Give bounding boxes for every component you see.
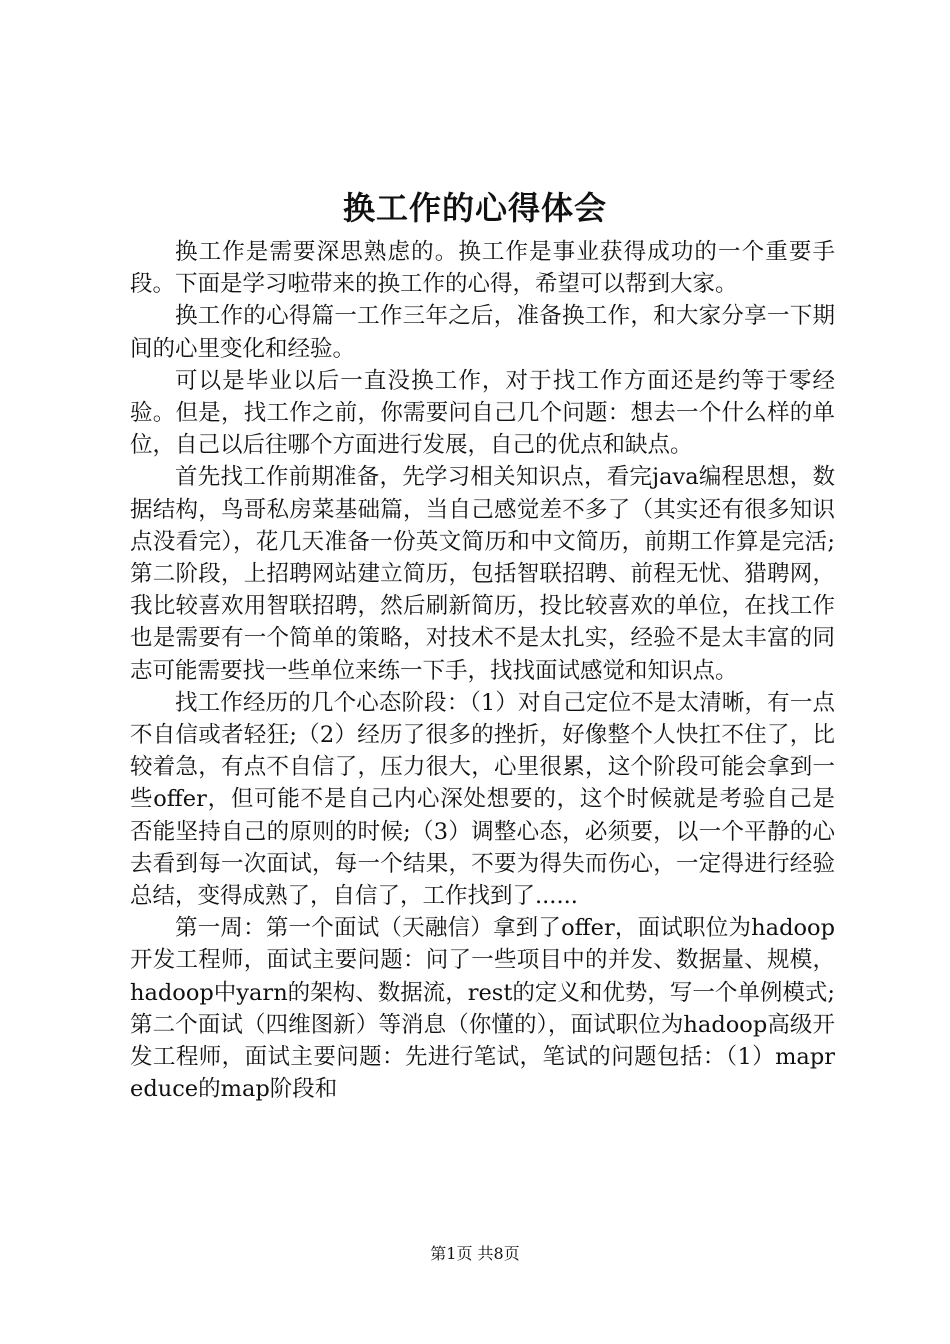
paragraph: 找工作经历的几个心态阶段：（1）对自己定位不是太清晰，有一点不自信或者轻狂;（2）经历了很多的挫折，好像整个人快扛不住了，比较着急，有点不自信了，压力很大，心里很累，这个阶段可能会拿到一些offer，但可能不是自己内心深处想要的，这个时候就是考验自己是否能坚持自己的原则的时候;（3）调整心态，必须要，以一个平静的心去看到每一次面试，每一个结果，不要为得失而伤心，一定得进行经验总结，变得成熟了，自信了，工作找到了...... bbox=[130, 689, 835, 910]
page-number-footer: 第1页 共8页 bbox=[430, 1244, 520, 1263]
document-body bbox=[130, 236, 835, 1105]
paragraph: 首先找工作前期准备，先学习相关知识点，看完java编程思想，数据结构，鸟哥私房菜基础篇，当自己感觉差不多了（其实还有很多知识点没看完），花几天准备一份英文简历和中文简历，前期工作算是完活;第二阶段，上招聘网站建立简历，包括智联招聘、前程无忧、猎聘网，我比较喜欢用智联招聘，然后刷新简历，投比较喜欢的单位，在找工作也是需要有一个简单的策略，对技术不是太扎实，经验不是太丰富的同志可能需要找一些单位来练一下手，找找面试感觉和知识点。 bbox=[130, 464, 835, 684]
paragraph: 换工作是需要深思熟虑的。换工作是事业获得成功的一个重要手段。下面是学习啦带来的换工作的心得，希望可以帮到大家。 bbox=[130, 239, 835, 298]
paragraph: 换工作的心得篇一工作三年之后，准备换工作，和大家分享一下期间的心里变化和经验。 bbox=[130, 303, 835, 362]
document-title: 换工作的心得体会 bbox=[342, 189, 607, 227]
paragraph: 可以是毕业以后一直没换工作，对于找工作方面还是约等于零经验。但是，找工作之前，你需要问自己几个问题：想去一个什么样的单位，自己以后往哪个方面进行发展，自己的优点和缺点。 bbox=[130, 367, 835, 459]
paragraph: 第一周：第一个面试（天融信）拿到了offer，面试职位为hadoop开发工程师，面试主要问题：问了一些项目中的并发、数据量、规模，hadoop中yarn的架构、数据流，rest的定义和优势，写一个单例模式;第二个面试（四维图新）等消息（你懂的），面试职位为hadoop高级开发工程师，面试主要问题：先进行笔试，笔试的问题包括：（1）mapreduce的map阶段和 bbox=[130, 915, 835, 1103]
